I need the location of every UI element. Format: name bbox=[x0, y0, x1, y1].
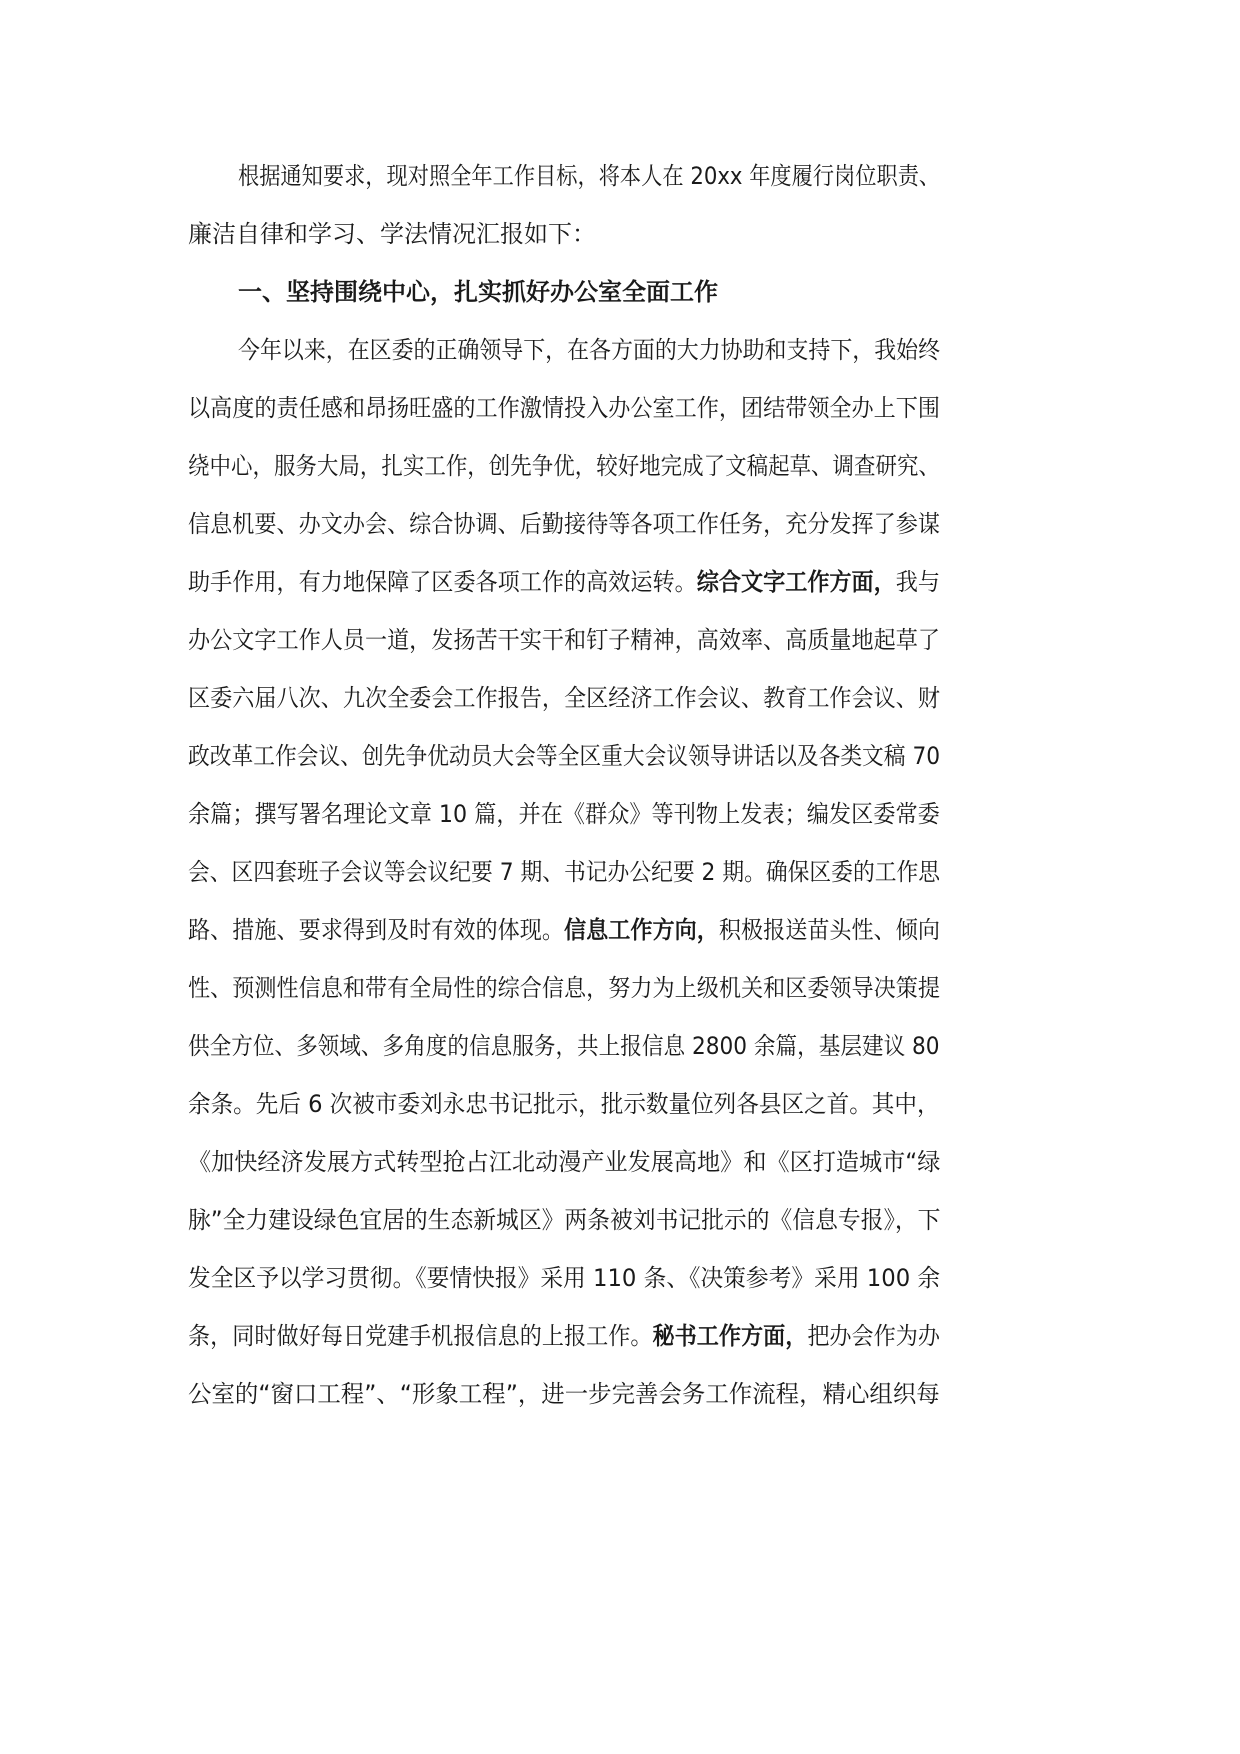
text-segment: 办公文字工作人员一道，发扬苦干实干和钉子精神，高效率、高质量地起草了 bbox=[188, 626, 941, 654]
text-segment: 我与 bbox=[895, 568, 941, 596]
text-segment: 公室的“窗口工程”、“形象工程”，进一步完善会务工作流程，精心组织每 bbox=[188, 1380, 940, 1408]
text-line bbox=[188, 1146, 940, 1178]
text-segment: 区委六届八次、九次全委会工作报告，全区经济工作会议、教育工作会议、财 bbox=[188, 684, 941, 712]
bold-text: 综合文字工作方面， bbox=[696, 568, 896, 596]
text-segment: 路、措施、要求得到及时有效的体现。 bbox=[188, 916, 565, 944]
text-segment: 脉”全力建设绿色宜居的生态新城区》两条被刘书记批示的《信息专报》，下 bbox=[188, 1206, 941, 1234]
text-line bbox=[188, 914, 940, 946]
text-line bbox=[188, 1262, 940, 1294]
bold-text: 秘书工作方面， bbox=[652, 1322, 808, 1350]
text-line bbox=[188, 972, 940, 1004]
text-segment: 性、预测性信息和带有全局性的综合信息，努力为上级机关和区委领导决策提 bbox=[188, 974, 941, 1002]
text-segment: 把办会作为办 bbox=[807, 1322, 941, 1350]
section-heading bbox=[238, 276, 718, 308]
bold-text: 一、坚持围绕中心，扎实抓好办公室全面工作 bbox=[238, 278, 718, 306]
text-segment: 供全方位、多领域、多角度的信息服务，共上报信息 2800 余篇，基层建议 80 bbox=[188, 1032, 940, 1060]
text-segment: 以高度的责任感和昂扬旺盛的工作激情投入办公室工作，团结带领全办上下围 bbox=[188, 394, 941, 422]
text-line bbox=[188, 856, 940, 888]
text-segment: 根据通知要求，现对照全年工作目标，将本人在 20xx 年度履行岗位职责、 bbox=[238, 162, 941, 190]
text-line bbox=[188, 1088, 940, 1120]
text-segment: 会、区四套班子会议等会议纪要 7 期、书记办公纪要 2 期。确保区委的工作思 bbox=[188, 858, 941, 886]
text-line bbox=[188, 682, 940, 714]
text-line bbox=[188, 450, 940, 482]
text-line bbox=[238, 160, 940, 192]
text-segment: 余篇；撰写署名理论文章 10 篇，并在《群众》等刊物上发表；编发区委常委 bbox=[188, 800, 940, 828]
text-segment: 《加快经济发展方式转型抢占江北动漫产业发展高地》和《区打造城市“绿 bbox=[188, 1148, 941, 1176]
text-line bbox=[188, 218, 596, 250]
text-line bbox=[188, 392, 940, 424]
text-segment: 信息机要、办文办会、综合协调、后勤接待等各项工作任务，充分发挥了参谋 bbox=[188, 510, 941, 538]
text-segment: 政改革工作会议、创先争优动员大会等全区重大会议领导讲话以及各类文稿 70 bbox=[188, 742, 941, 770]
text-line bbox=[188, 798, 940, 830]
text-line bbox=[188, 508, 940, 540]
text-line bbox=[188, 1030, 940, 1062]
text-segment: 助手作用，有力地保障了区委各项工作的高效运转。 bbox=[188, 568, 697, 596]
text-segment: 积极报送苗头性、倾向 bbox=[718, 916, 941, 944]
bold-text: 信息工作方向， bbox=[564, 916, 719, 944]
text-line bbox=[188, 624, 940, 656]
text-segment: 今年以来，在区委的正确领导下，在各方面的大力协助和支持下，我始终 bbox=[238, 336, 941, 364]
text-line bbox=[188, 740, 940, 772]
text-line bbox=[188, 1378, 940, 1410]
text-line bbox=[188, 1320, 940, 1352]
text-segment: 绕中心，服务大局，扎实工作，创先争优，较好地完成了文稿起草、调查研究、 bbox=[188, 452, 940, 480]
text-segment: 廉洁自律和学习、学法情况汇报如下： bbox=[188, 220, 596, 248]
text-segment: 发全区予以学习贯彻。《要情快报》采用 110 条、《决策参考》采用 100 余 bbox=[188, 1264, 941, 1292]
text-segment: 余条。先后 6 次被市委刘永忠书记批示，批示数量位列各县区之首。其中， bbox=[188, 1090, 940, 1118]
text-line bbox=[188, 1204, 940, 1236]
text-line bbox=[238, 334, 940, 366]
text-line bbox=[188, 566, 940, 598]
text-segment: 条，同时做好每日党建手机报信息的上报工作。 bbox=[188, 1322, 653, 1350]
